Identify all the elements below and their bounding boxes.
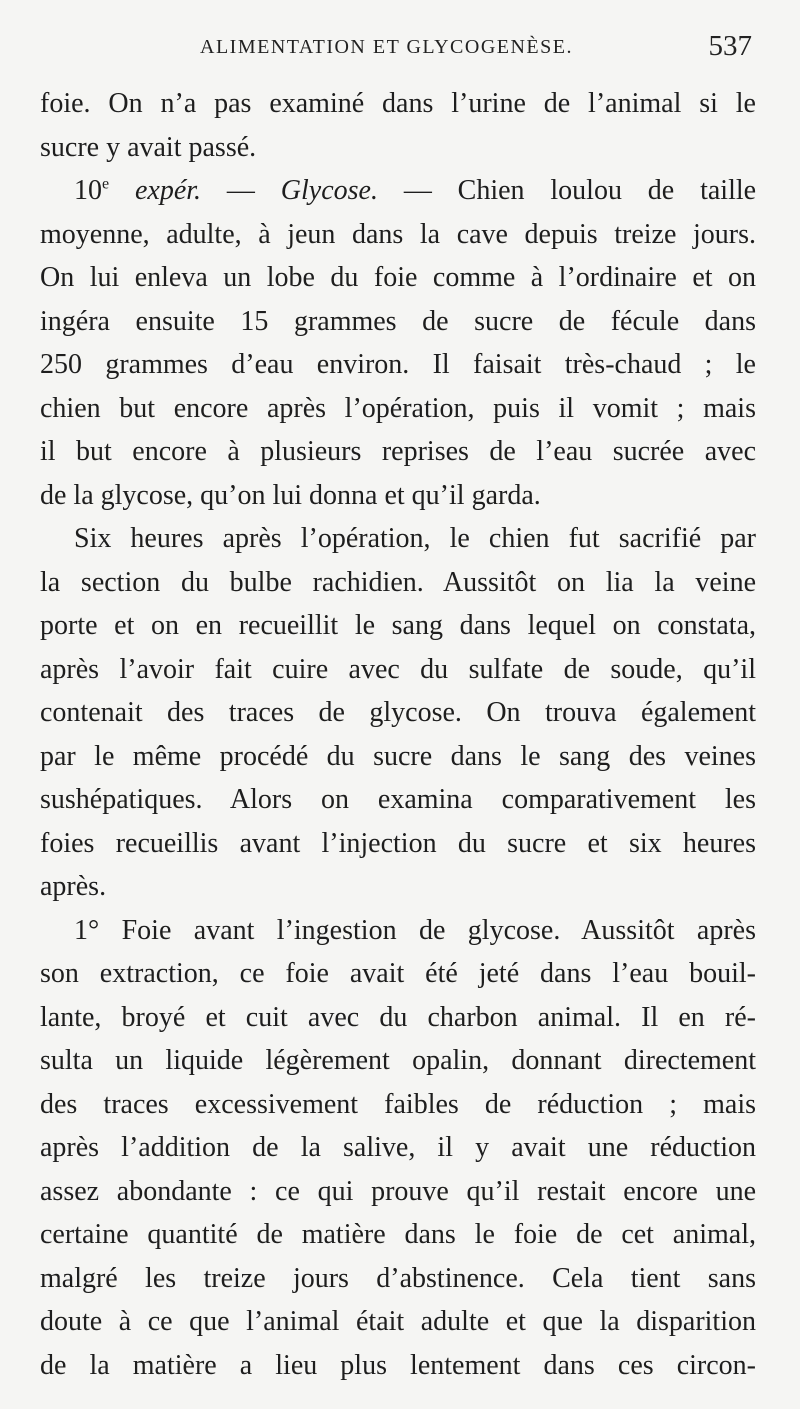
experiment-heading-line [40, 169, 756, 213]
text-line: il but encore à plusieurs reprises de l’eau sucrée avec [40, 436, 756, 467]
text-line: foie. On n’a pas examiné dans l’urine de l’animal si le [40, 88, 756, 119]
text-line: 250 grammes d’eau environ. Il faisait très-chaud ; le [40, 349, 756, 380]
text-line: moyenne, adulte, à jeun dans la cave depuis treize jours. [40, 218, 756, 250]
text-line: doute à ce que l’animal était adulte et que la disparition [40, 1306, 756, 1337]
text-line: la section du bulbe rachidien. Aussitôt on lia la veine [40, 566, 756, 598]
text-line: sushépatiques. Alors on examina comparativement les [40, 784, 756, 815]
text-line: foies recueillis avant l’injection du sucre et six heures [40, 827, 756, 859]
text-line: Six heures après l’opération, le chien fut sacrifié par [74, 523, 756, 554]
text-line: après l’addition de la salive, il y avait une réduction [40, 1132, 756, 1163]
text-line: son extraction, ce foie avait été jeté dans l’eau bouil- [40, 958, 756, 989]
text-line: lante, broyé et cuit avec du charbon animal. Il en ré- [40, 1001, 756, 1033]
text-line: après. [40, 871, 107, 902]
em-dash: — [403, 175, 432, 206]
text-line: On lui enleva un lobe du foie comme à l’ordinaire et on [40, 262, 756, 293]
text-line: des traces excessivement faibles de réduction ; mais [40, 1088, 756, 1120]
text-line: 1° Foie avant l’ingestion de glycose. Aussitôt après [74, 914, 756, 946]
running-title: ALIMENTATION ET GLYCOGENÈSE. [200, 36, 573, 58]
body-text [40, 82, 756, 1387]
text-line: par le même procédé du sucre dans le sang des veines [40, 740, 756, 772]
text-line: contenait des traces de glycose. On trouva également [40, 697, 756, 728]
text-line: ingéra ensuite 15 grammes de sucre de fécule dans [40, 305, 756, 337]
text-line: porte et on en recueillit le sang dans lequel on constata, [40, 610, 756, 641]
text-line: chien but encore après l’opération, puis il vomit ; mais [40, 392, 756, 424]
page-header [40, 30, 752, 70]
text-line: sulta un liquide légèrement opalin, donnant directement [40, 1045, 756, 1076]
experiment-substance: Glycose. [280, 175, 378, 206]
text-line: après l’avoir fait cuire avec du sulfate de soude, qu’il [40, 653, 756, 685]
text-line: de la glycose, qu’on lui donna et qu’il garda. [40, 479, 541, 511]
text-line: sucre y avait passé. [40, 131, 257, 163]
em-dash: — [226, 175, 255, 206]
text-line: de la matière a lieu plus lentement dans ces circon- [40, 1349, 756, 1381]
page-number: 537 [708, 30, 752, 62]
text-line: malgré les treize jours d’abstinence. Cela tient sans [40, 1262, 756, 1294]
text-line: assez abondante : ce qui prouve qu’il restait encore une [40, 1175, 756, 1207]
experiment-description: Chien loulou de taille [457, 175, 757, 206]
experiment-number-superscript: e [102, 175, 110, 193]
experiment-label: expér. [134, 175, 202, 206]
text-line: certaine quantité de matière dans le foie de cet animal, [40, 1219, 756, 1250]
experiment-number: 10 [74, 175, 102, 206]
